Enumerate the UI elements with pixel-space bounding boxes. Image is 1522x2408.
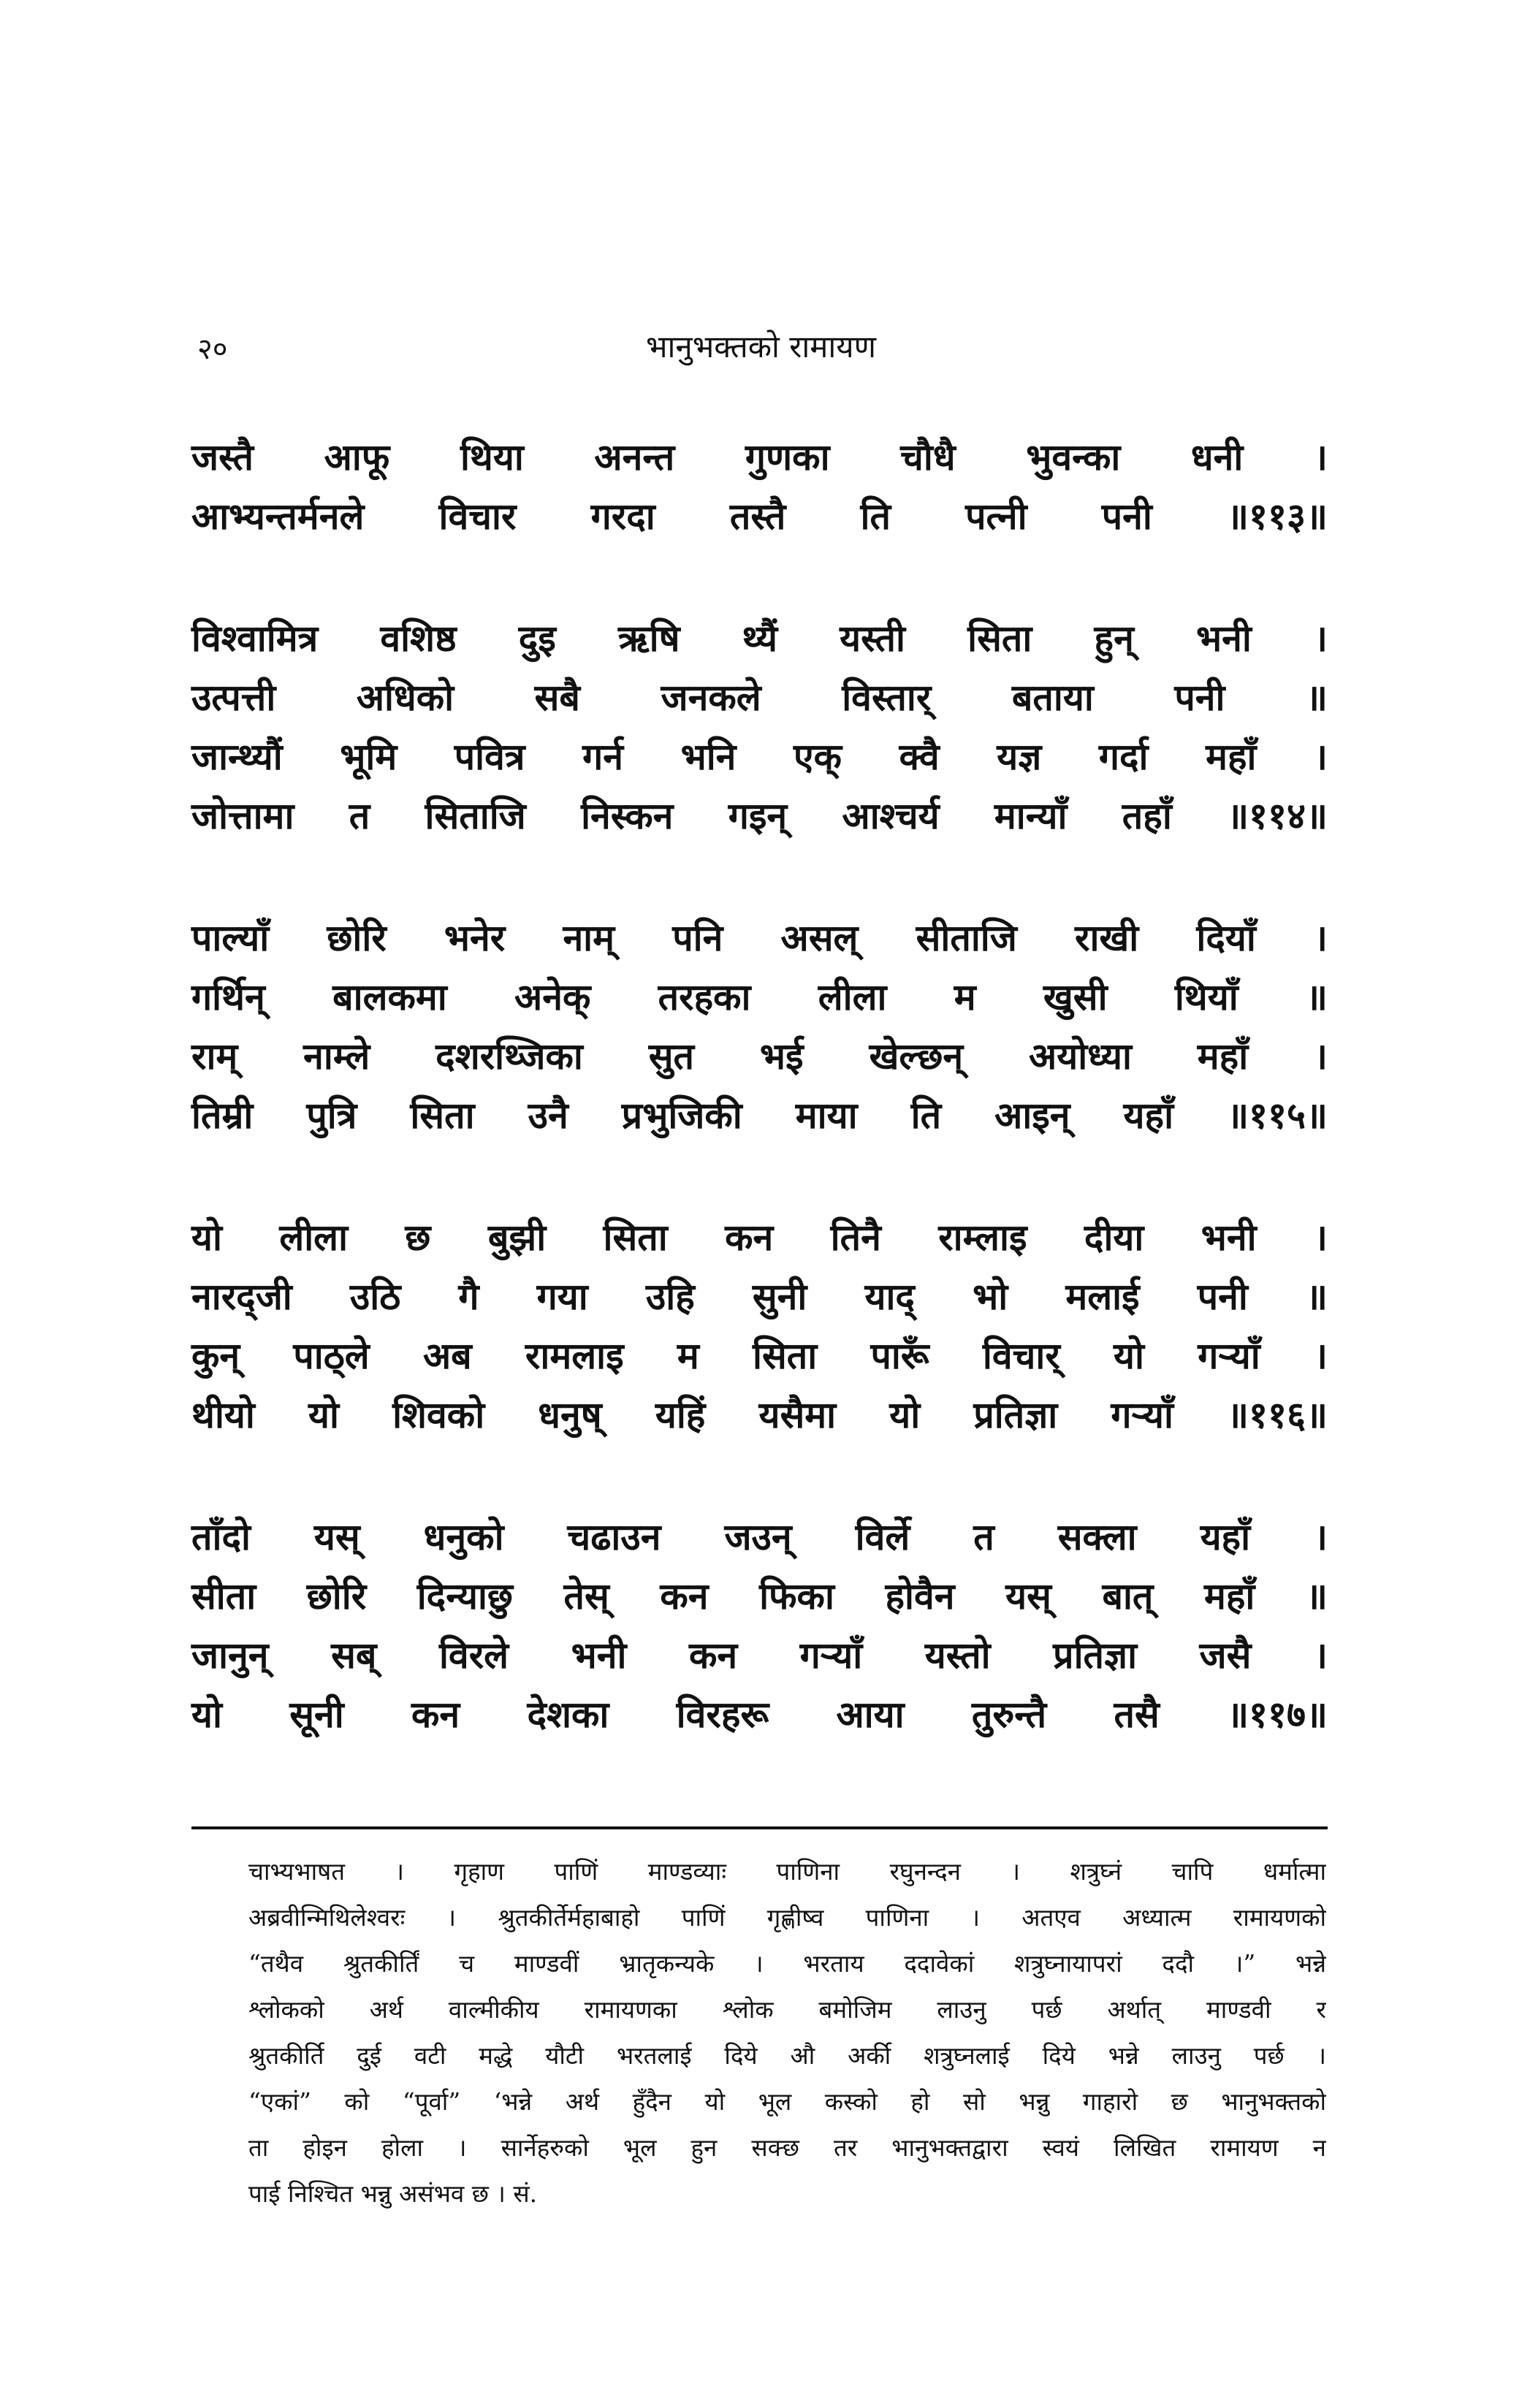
verse-line: सीता छोरि दिन्याछु तेस् कन फिका होवैन यस् बात् महाँ ॥	[191, 1574, 1328, 1618]
verse-line: ताँदो यस् धनुको चढाउन जउन् विर्ले त सक्ला यहाँ ।	[191, 1515, 1328, 1558]
verse-line: जस्तै आफू थिया अनन्त गुणका चौधै भुवन्का धनी ।	[191, 435, 1328, 479]
verse-line: जोत्तामा त सिताजि निस्कन गइन् आश्चर्य मान्याँ तहाँ ॥११४॥	[191, 794, 1328, 837]
footnote-line: श्लोकको अर्थ वाल्मीकीय रामायणका श्लोक बमोजिम लाउनु पर्छ अर्थात् माण्डवी र	[248, 1995, 1326, 2024]
verse-line: यो लीला छ बुझी सिता कन तिनै राम्लाइ दीया भनी ।	[191, 1216, 1328, 1259]
stanza	[191, 609, 1328, 845]
verse-line: तिम्री पुत्रि सिता उनै प्रभुजिकी माया ति आइन् यहाँ ॥११५॥	[191, 1094, 1328, 1137]
verse-line: राम् नाम्ले दशरथ्जिका सुत भई खेल्छन् अयोध्या महाँ ।	[191, 1035, 1328, 1078]
footnote-line: “तथैव श्रुतकीर्तिं च माण्डवीं भ्रातृकन्यके । भरताय ददावेकां शत्रुघ्नायापरां ददौ ।” भन्ने	[248, 1949, 1326, 1978]
footnote-line: “एकां” को “पूर्वा” ‘भन्ने अर्थ हुँदैन यो भूल कस्को हो सो भन्नु गाहारो छ भानुभक्तको	[248, 2087, 1326, 2116]
footnote-line: ता होइन होला । सार्नेहरुको भूल हुन सक्छ तर भानुभक्तद्वारा स्वयं लिखित रामायण न	[248, 2133, 1326, 2162]
footnote-divider	[191, 1826, 1328, 1829]
verse-line: कुन् पाठ्ले अब रामलाइ म सिता पारूँ विचार् यो गर्‍याँ ।	[191, 1334, 1328, 1377]
verse-line: गर्थिन् बालकमा अनेक् तरहका लीला म खुसी थियाँ ॥	[191, 975, 1328, 1018]
verse-line: विश्वामित्र वशिष्ठ दुइ ऋषि थ्यैं यस्ती सिता हुन् भनी ।	[191, 617, 1328, 660]
verse-line: थीयो यो शिवको धनुष् यहिं यसैमा यो प्रतिज्ञा गर्‍याँ ॥११६॥	[191, 1393, 1328, 1436]
stanza	[191, 427, 1328, 546]
verse-line: जान्थ्यौं भूमि पवित्र गर्न भनि एक् क्वै यज्ञ गर्दा महाँ ।	[191, 735, 1328, 778]
stanza	[191, 1507, 1328, 1744]
footnote-line: अब्रवीन्मिथिलेश्वरः । श्रुतकीर्तेर्महाबाहो पाणिं गृह्णीष्व पाणिना । अतएव अध्यात्म रामायणको	[248, 1903, 1326, 1932]
verse-line: पाल्याँ छोरि भनेर नाम् पनि असल् सीताजि राखी दियाँ ।	[191, 916, 1328, 959]
footnote-line: श्रुतकीर्ति दुई वटी मद्धे यौटी भरतलाई दिये औ अर्की शत्रुघ्नलाई दिये भन्ने लाउनु पर्छ ।	[248, 2041, 1326, 2070]
footnote-line: पाई निश्चित भन्नु असंभव छ । सं.	[248, 2179, 538, 2208]
verse-line: नारद्जी उठि गै गया उहि सुनी याद् भो मलाई पनी ॥	[191, 1275, 1328, 1318]
footnote	[248, 1848, 1326, 2217]
footnote-line: चाभ्यभाषत । गृहाण पाणिं माण्डव्याः पाणिना रघुनन्दन । शत्रुघ्नं चापि धर्मात्मा	[248, 1857, 1326, 1886]
running-head: भानुभक्तको रामायण	[646, 329, 876, 365]
verse-line: यो सूनी कन देशका विरहरू आया तुरुन्तै तसै ॥११७॥	[191, 1693, 1328, 1736]
stanza	[191, 908, 1328, 1145]
verse-line: आभ्यन्तर्मनले विचार गरदा तस्तै ति पत्नी पनी ॥११३॥	[191, 495, 1328, 538]
verse-line: उत्पत्ती अधिको सबै जनकले विस्तार् बताया पनी ॥	[191, 676, 1328, 719]
verse-line: जानुन् सब् विरले भनी कन गर्‍याँ यस्तो प्रतिज्ञा जसै ।	[191, 1634, 1328, 1677]
verse-body	[191, 427, 1328, 1807]
stanza	[191, 1208, 1328, 1444]
page-number: २०	[197, 332, 228, 366]
